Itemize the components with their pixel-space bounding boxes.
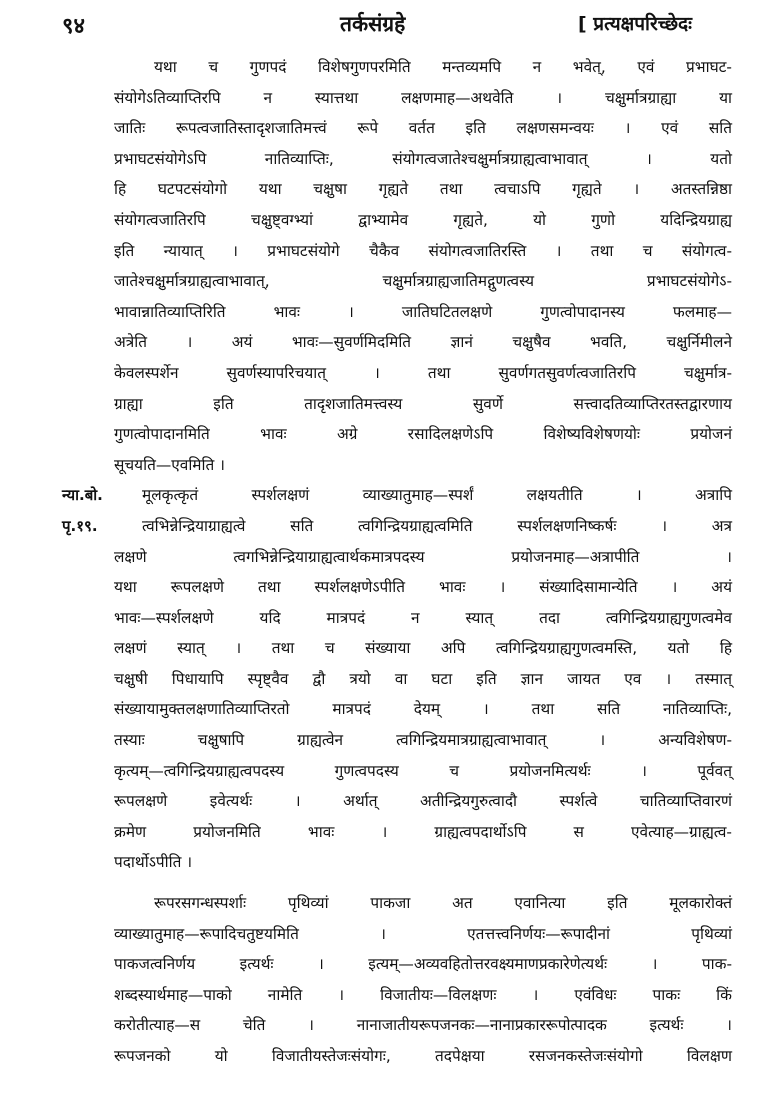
line-text: अत्रेति । अयं भावः—सुवर्णमिदमिति ज्ञानं चक्षुषैव भवति, चक्षुर्निमीलने: [114, 333, 732, 352]
text-line: [0, 266, 780, 297]
text-line: [0, 847, 780, 878]
text-line: [0, 725, 780, 756]
line-text: शब्दस्यार्थमाह—पाको नामेति । विजातीयः—विलक्षणः । एवंविधः पाकः किं: [114, 985, 732, 1004]
text-line: [0, 1041, 780, 1072]
text-line: [0, 174, 780, 205]
line-text: रूपलक्षणे इवेत्यर्थः । अर्थात् अतीन्द्रियगुरुत्वादौ स्पर्शत्वे चातिव्याप्तिवारणं: [114, 792, 732, 811]
text-line: [0, 480, 780, 511]
line-text: भावः—स्पर्शलक्षणे यदि मात्रपदं न स्यात् तदा त्वगिन्द्रियग्राह्यगुणत्वमेव: [114, 608, 732, 627]
line-text: तस्याः चक्षुषापि ग्राह्यत्वेन त्वगिन्द्रियमात्रग्राह्यत्वाभावात् । अन्यविशेषण-: [114, 731, 732, 750]
text-line: [0, 327, 780, 358]
text-line: [0, 450, 780, 481]
line-text: भावान्नातिव्याप्तिरिति भावः । जातिघटितलक्षणे गुणत्वोपादानस्य फलमाह—: [114, 302, 732, 321]
line-text: हि घटपटसंयोगो यथा चक्षुषा गृह्यते तथा त्वचाऽपि गृह्यते । अतस्तन्निष्ठा: [114, 180, 732, 199]
line-text: चक्षुषी पिधायापि स्पृष्ट्वैव द्वौ त्रयो वा घटा इति ज्ञान जायत एव । तस्मात्: [114, 669, 732, 688]
line-text: कृत्यम्—त्वगिन्द्रियग्राह्यत्वपदस्य गुणत्वपदस्य च प्रयोजनमित्यर्थः । पूर्ववत्: [114, 761, 732, 780]
running-header: [0, 10, 780, 44]
line-text: जातेश्चक्षुर्मात्रग्राह्यत्वाभावात्, चक्षुर्मात्रग्राह्यजातिमद्गुणत्वस्य प्रभाघटसंयोगेऽ-: [114, 272, 732, 291]
text-line: [0, 756, 780, 787]
text-line: [0, 786, 780, 817]
line-text: सूचयति—एवमिति ।: [114, 455, 225, 474]
line-text: मूलकृत्कृतं स्पर्शलक्षणं व्याख्यातुमाह—स्पर्शं लक्षयतीति । अत्रापि: [142, 486, 732, 505]
text-line: [0, 633, 780, 664]
line-text: यथा रूपलक्षणे तथा स्पर्शलक्षणेऽपीति भावः । संख्यादिसामान्येति । अयं: [114, 578, 732, 597]
line-text: रूपजनको यो विजातीयस्तेजःसंयोगः, तदपेक्षया रसजनकस्तेजःसंयोगो विलक्षण: [114, 1047, 732, 1065]
line-text: करोतीत्याह—स चेति । नानाजातीयरूपजनकः—नानाप्रकाररूपोत्पादक इत्यर्थः ।: [114, 1016, 732, 1035]
text-line: [0, 888, 780, 919]
text-line: [0, 236, 780, 267]
text-line: [0, 572, 780, 603]
line-text: जातिः रूपत्वजातिस्तादृशजातिमत्त्वं रूपे वर्तत इति लक्षणसमन्वयः । एवं सति: [114, 119, 732, 138]
text-line: [0, 919, 780, 950]
text-line: [0, 1010, 780, 1041]
running-title: तर्कसंग्रहे: [340, 12, 406, 36]
line-text: रूपरसगन्धस्पर्शाः पृथिव्यां पाकजा अत एवानित्या इति मूलकारोक्तं: [154, 894, 732, 913]
text-line: [0, 144, 780, 175]
line-text: पाकजत्वनिर्णय इत्यर्थः । इत्यम्—अव्यवहितोत्तरवक्ष्यमाणप्रकारेणेत्यर्थः । पाक-: [114, 955, 732, 974]
text-line: [0, 949, 780, 980]
line-text: गुणत्वोपादानमिति भावः अग्रे रसादिलक्षणेऽपि विशेष्यविशेषणयोः प्रयोजनं: [114, 425, 732, 444]
line-text: संख्यायामुक्तलक्षणातिव्याप्तिरतो मात्रपदं देयम् । तथा सति नातिव्याप्तिः,: [114, 700, 732, 719]
line-text: प्रभाघटसंयोगेऽपि नातिव्याप्तिः, संयोगत्वजातेश्चक्षुर्मात्रग्राह्यत्वाभावात् । यतो: [114, 149, 732, 168]
margin-reference: पृ.१९.: [62, 516, 98, 535]
text-line: [0, 358, 780, 389]
text-line: [0, 52, 780, 83]
line-text: लक्षणं स्यात् । तथा च संख्याया अपि त्वगिन्द्रियग्राह्यगुणत्वमस्ति, यतो हि: [114, 639, 732, 658]
section-title: [ प्रत्यक्षपरिच्छेदः: [578, 13, 692, 35]
text-line: [0, 113, 780, 144]
text-line: [0, 389, 780, 420]
page-body-text: [0, 52, 780, 1072]
text-line: [0, 205, 780, 236]
line-text: ग्राह्या इति तादृशजातिमत्त्वस्य सुवर्णे सत्त्वादतिव्याप्तिरतस्तद्वारणाय: [114, 394, 732, 413]
text-line: [0, 694, 780, 725]
text-line: [0, 542, 780, 573]
text-line: [0, 817, 780, 848]
line-text: इति न्यायात् । प्रभाघटसंयोगे चैकैव संयोगत्वजातिरस्ति । तथा च संयोगत्व-: [114, 241, 732, 260]
text-line: [0, 83, 780, 114]
page-number: ९४: [62, 14, 85, 39]
text-line: [0, 664, 780, 695]
line-text: संयोगेऽतिव्याप्तिरपि न स्यात्तथा लक्षणमाह—अथवेति । चक्षुर्मात्रग्राह्या या: [114, 88, 732, 107]
text-line: [0, 511, 780, 542]
line-text: क्रमेण प्रयोजनमिति भावः । ग्राह्यत्वपदार्थोऽपि स एवेत्याह—ग्राह्यत्व-: [114, 822, 732, 841]
text-line: [0, 980, 780, 1011]
line-text: यथा च गुणपदं विशेषगुणपरमिति मन्तव्यमपि न भवेत्, एवं प्रभाघट-: [154, 58, 732, 76]
line-text: लक्षणे त्वगभिन्नेन्द्रियाग्राह्यत्वार्थकमात्रपदस्य प्रयोजनमाह—अत्रापीति ।: [114, 547, 732, 566]
line-text: केवलस्पर्शेन सुवर्णस्यापरिचयात् । तथा सुवर्णगतसुवर्णत्वजातिरपि चक्षुर्मात्र-: [114, 363, 732, 382]
text-line: [0, 603, 780, 634]
line-text: त्वभिन्नेन्द्रियाग्राह्यत्वे सति त्वगिन्द्रियग्राह्यत्वमिति स्पर्शलक्षणनिष्कर्षः । अत्र: [142, 516, 732, 535]
text-line: [0, 297, 780, 328]
margin-reference: न्या.बो.: [62, 486, 103, 505]
line-text: व्याख्यातुमाह—रूपादिचतुष्टयमिति । एतत्तत्त्वनिर्णयः—रूपादीनां पृथिव्यां: [114, 924, 732, 943]
text-line: [0, 419, 780, 450]
line-text: पदार्थोऽपीति ।: [114, 853, 193, 872]
line-text: संयोगत्वजातिरपि चक्षुष्ट्वग्भ्यां द्वाभ्यामेव गृह्यते, यो गुणो यदिन्द्रियग्राह्य: [114, 210, 732, 229]
